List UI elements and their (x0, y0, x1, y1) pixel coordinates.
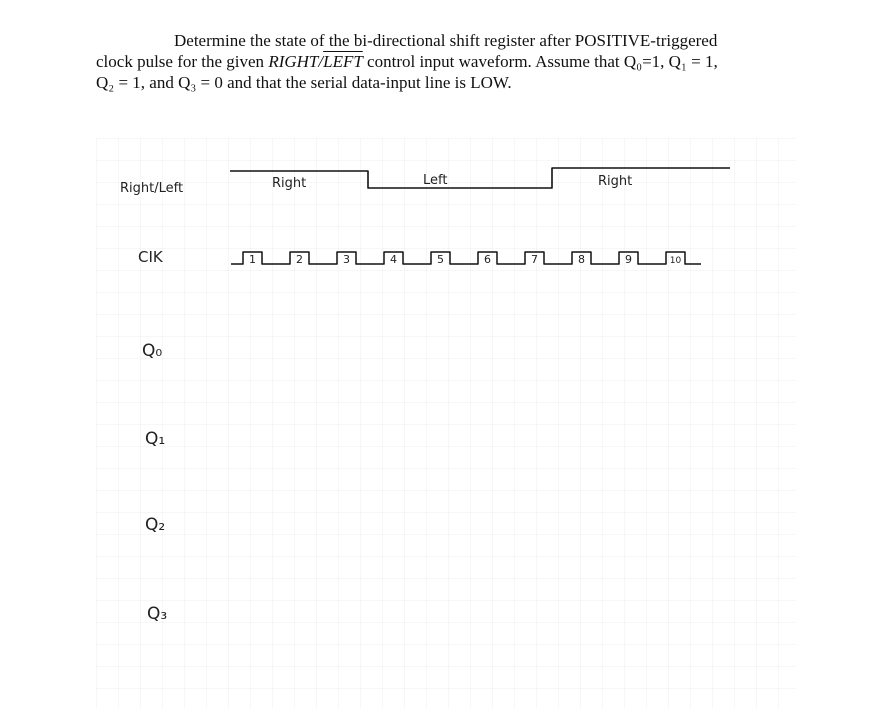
right-left-signal-label: Right/Left (120, 181, 184, 196)
question-line-2-end: control input waveform. Assume that Q₀=1, Q₁ = 1, (362, 52, 718, 71)
clock-pulse-number: 6 (484, 253, 491, 266)
control-separator: / (318, 52, 324, 71)
clock-pulse-number: 3 (343, 253, 350, 266)
clock-pulse-number: 8 (578, 253, 585, 266)
clock-signal-label: CIK (138, 248, 163, 266)
q2-signal-label: Q₂ (145, 515, 166, 535)
right-segment-label-1: Right (272, 176, 307, 191)
clock-pulse-number: 2 (296, 253, 303, 266)
clock-pulse-number: 9 (625, 253, 632, 266)
right-segment-label-2: Right (598, 174, 633, 189)
clock-pulse-number: 4 (390, 253, 397, 266)
left-control-label-overlined: LEFT (323, 52, 363, 71)
left-segment-label: Left (423, 173, 448, 188)
q0-signal-label: Q₀ (142, 341, 163, 361)
right-control-label: RIGHT (268, 52, 319, 71)
clock-waveform (231, 252, 701, 266)
q3-signal-label: Q₃ (147, 604, 168, 624)
question-line-3: Q₂ = 1, and Q₃ = 0 and that the serial data-input line is LOW. (96, 73, 512, 92)
clock-pulse-number: 10 (669, 256, 682, 266)
clock-pulse-number: 1 (249, 253, 256, 266)
clock-pulse-number: 7 (531, 253, 538, 266)
q1-signal-label: Q₁ (145, 429, 166, 449)
question-line-2-start: clock pulse for the given (96, 52, 269, 71)
question-line-1: Determine the state of the bi-directional shift register after POSITIVE-triggered (174, 31, 718, 50)
clock-pulse-number: 5 (437, 253, 444, 266)
